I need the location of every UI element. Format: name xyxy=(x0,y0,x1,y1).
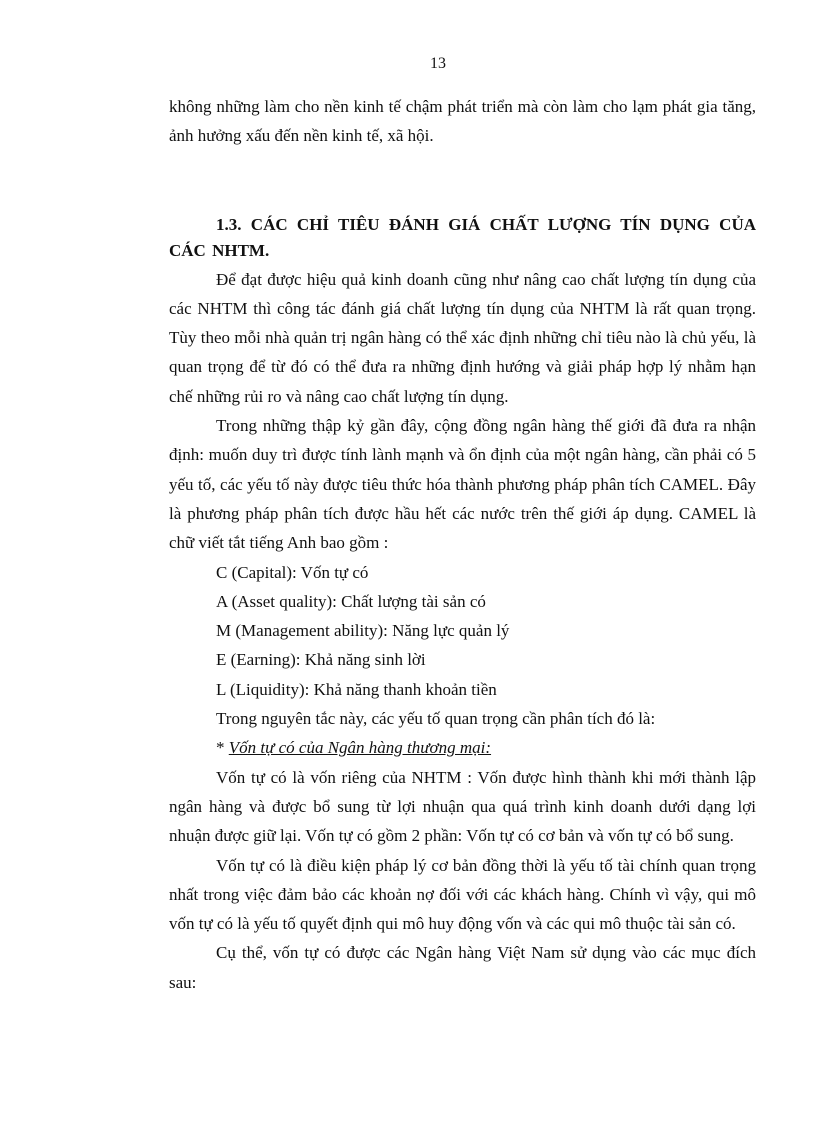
document-body xyxy=(169,92,756,997)
camel-item-asset-quality: A (Asset quality): Chất lượng tài sản có xyxy=(216,591,486,611)
paragraph-evaluation-importance: Để đạt được hiệu quả kinh doanh cũng như nâng cao chất lượng tín dụng của các NHTM thì công tác đánh giá chất lượng tín dụng của NHTM là rất quan trọng. Tùy theo mỗi nhà quản trị ngân hàng có thể xác định những chỉ tiêu nào là chủ yếu, là quan trọng để từ đó có thể đưa ra những định hướng và giải pháp hợp lý nhằm hạn chế những rủi ro và nâng cao chất lượng tín dụng. xyxy=(169,269,756,406)
subsection-title: Vốn tự có của Ngân hàng thương mại: xyxy=(228,738,492,758)
camel-item-liquidity: L (Liquidity): Khả năng thanh khoản tiền xyxy=(216,679,497,699)
camel-item-earning: E (Earning): Khả năng sinh lời xyxy=(216,650,426,670)
paragraph-principle: Trong nguyên tắc này, các yếu tố quan trọng cần phân tích đó là: xyxy=(216,709,656,729)
page-number: 13 xyxy=(430,55,446,72)
camel-item-capital: C (Capital): Vốn tự có xyxy=(216,562,369,582)
paragraph-own-capital-usage: Cụ thể, vốn tự có được các Ngân hàng Việt Nam sử dụng vào các mục đích sau: xyxy=(169,943,756,992)
subsection-bullet: * xyxy=(216,738,229,758)
intro-paragraph: không những làm cho nền kinh tế chậm phát triển mà còn làm cho lạm phát gia tăng, ảnh hưởng xấu đến nền kinh tế, xã hội. xyxy=(169,97,756,146)
paragraph-camel-intro: Trong những thập kỷ gần đây, cộng đồng ngân hàng thế giới đã đưa ra nhận định: muốn duy trì được tính lành mạnh và ổn định của một ngân hàng, cần phải có 5 yếu tố, các yếu tố này được tiêu thức hóa thành phương pháp phân tích CAMEL. Đây là phương pháp phân tích được hầu hết các nước trên thế giới áp dụng. CAMEL là chữ viết tắt tiếng Anh bao gồm : xyxy=(169,416,756,553)
camel-item-management: M (Management ability): Năng lực quản lý xyxy=(216,621,510,641)
subsection-title-line xyxy=(169,733,756,762)
paragraph-own-capital-definition: Vốn tự có là vốn riêng của NHTM : Vốn được hình thành khi mới thành lập ngân hàng và được bổ sung từ lợi nhuận qua quá trình kinh doanh dưới dạng lợi nhuận được giữ lại. Vốn tự có gồm 2 phần: Vốn tự có cơ bản và vốn tự có bổ sung. xyxy=(169,767,756,846)
section-heading: 1.3. CÁC CHỈ TIÊU ĐÁNH GIÁ CHẤT LƯỢNG TÍN DỤNG CỦA CÁC NHTM. xyxy=(169,214,756,260)
paragraph-own-capital-role: Vốn tự có là điều kiện pháp lý cơ bản đồng thời là yếu tố tài chính quan trọng nhất trong việc đảm bảo các khoản nợ đối với các khách hàng. Chính vì vậy, qui mô vốn tự có là yếu tố quyết định qui mô huy động vốn và các qui mô thuộc tài sản có. xyxy=(169,855,756,934)
